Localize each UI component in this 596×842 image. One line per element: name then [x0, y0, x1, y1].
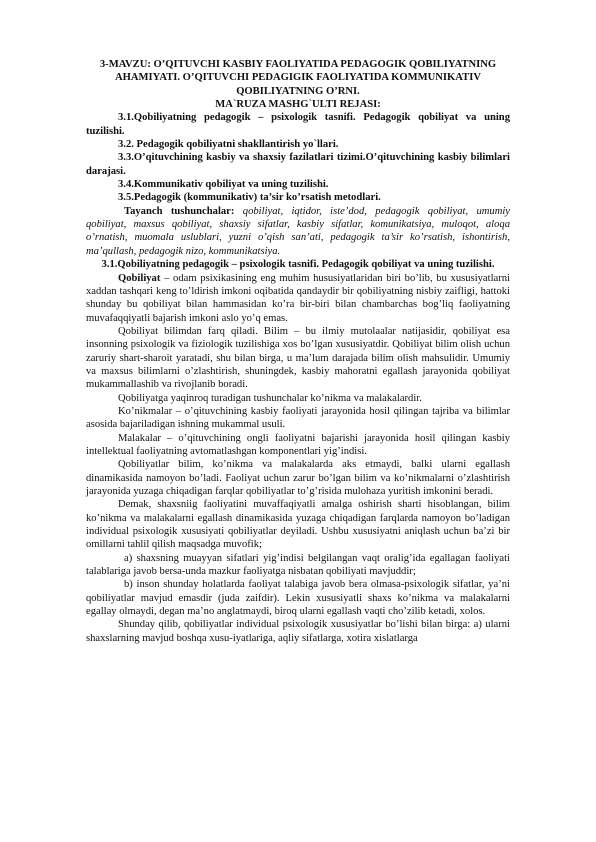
document-page — [86, 58, 510, 645]
plan-item-2: 3.2. Pedagogik qobiliyatni shakllantirish yo`llari. — [118, 139, 339, 151]
keywords-paragraph — [86, 205, 510, 258]
plan-item-4: 3.4.Kommunikativ qobiliyat va uning tuzilishi. — [118, 179, 329, 191]
plan-item-3: 3.3.O’qituvchining kasbiy va shaxsiy fazilatlari tizimi.O’qituvchining kasbiy bilimlari darajasi. — [86, 152, 510, 177]
keywords-text: qobiliyat, iqtidor, iste’dod, pedagogik qobiliyat, umumiy qobiliyat, maxsus qobiliyat, shaxsiy sifatlar, kasbiy sifatlar, komunikatsiya, muloqot, aloqa o’rnatish, muomala uslublari, yuzni o’qish san’ati, pedagogik ta’sir ko’rsatish, ishontirish, ma’qullash, pedagogik nizo, kommunikatsiya. — [86, 205, 510, 257]
term-qobiliyat: Qobiliyat — [118, 272, 161, 284]
keywords-label: Tayanch tushunchalar: — [124, 205, 235, 217]
plan-heading: MA`RUZA MASHG`ULTI REJASI: — [215, 99, 381, 111]
plan-item-5: 3.5.Pedagogik (kommunikativ) ta’sir ko’rsatish metodlari. — [118, 192, 381, 204]
paragraph-3: Qobiliyatga yaqinroq turadigan tushunchalar ko’nikma va malakalardir. — [118, 392, 422, 404]
paragraph-1-text: – odam psixikasining eng muhim hususiyatlaridan biri bo’lib, bu xususiyatlarni xaddan tashqari keng to’ldirish imkoni oqibatida qandaydir bir qobiliyatning nisbiy zaifligi, hattoki shunday bu qobiliyat bilan hammasidan ko’ra bir-biri bilan chambarchas bog’liq faoliyatning muvafaqqiyatli bajarish imkoni aslo yo’q emas. — [86, 272, 510, 324]
plan-item-1: 3.1.Qobiliyatning pedagogik – psixologik tasnifi. Pedagogik qobiliyat va uning tuzilishi. — [86, 112, 510, 137]
paragraph-2: Qobiliyat bilimdan farq qiladi. Bilim – bu ilmiy mutolaalar natijasidir, qobiliyat esa insonning psixologik va fiziologik tuzilishiga xos bo’lgan xususiyatdir. Qobiliyat bilim olish uchun zaruriy shart-sharoit yaratadi, shu bilan birga, u ma’lum darajada bilim olish mahsulidir. Umumiy va maxsus bilimlarni o’zlashtirish, shuningdek, kasbiy mahoratni egallash jarayonida qobiliyat mukammallashib va rivojlanib boradi. — [86, 325, 510, 391]
paragraph-10: Shunday qilib, qobiliyatlar individual psixologik xususiyatlar bo’lishi bilan birga: a) ularni shaxslarning mavjud boshqa xusu-iyatlariga, aqliy sifatlarga, xotira xislatlarga — [86, 619, 510, 644]
paragraph-9: b) inson shunday holatlarda faoliyat talabiga javob bera olmasa-psixologik sifatlar, ya’ni qobiliyatlar mavjud emasdir (juda zaifdir). Lekin xususiyatli shaxs ko’nikma va malakalarni egallay olmaydi, degan ma’no anglatmaydi, biroq ularni egallash vaqti cho’zilib ketadi, xolos. — [86, 579, 510, 618]
paragraph-6: Qobiliyatlar bilim, ko’nikma va malakalarda aks etmaydi, balki ularni egallash dinamikasida namoyon bo’ladi. Faoliyat uchun zarur bo’lgan bilim va ko’nikmalarni o’zlashtirish jarayonida yuzaga chiqadigan farqlar qobiliyatlar to’g’risida mulohaza yuritish imkonini beradi. — [86, 459, 510, 497]
paragraph-8: a) shaxsning muayyan sifatlari yig’indisi belgilangan vaqt oralig’ida egallagan faoliyati talablariga javob bersa-unda mazkur faoliyatga nisbatan qobiliyati mavjuddir; — [86, 552, 510, 578]
section-heading: 3.1.Qobiliyatning pedagogik – psixologik tasnifi. Pedagogik qobiliyat va uning tuzilishi. — [101, 259, 495, 271]
paragraph-1 — [86, 272, 510, 325]
paragraph-4: Ko’nikmalar – o’qituvchining kasbiy faoliyati jarayonida hosil qilingan tajriba va bilimlar asosida bajariladigan ishning mukammal usuli. — [86, 405, 510, 431]
page-title: 3-MAVZU: O’QITUVCHI KASBIY FAOLIYATIDA PEDAGOGIK QOBILIYATNING AHAMIYATI. O’QITUVCHI PEDAGIGIK FAOLIYATIDA KOMMUNIKATIV QOBILIYATNING O’RNI. — [99, 59, 497, 97]
paragraph-5: Malakalar – o’qituvchining ongli faoliyatni bajarishi jarayonida hosil qilingan kasbiy intellektual faoliyatning avtomatlashgan komponentlari yig’indisi. — [86, 432, 510, 457]
paragraph-7: Demak, shaxsniig faoliyatini muvaffaqiyatli amalga oshirish sharti hisoblangan, bilim ko’nikma va malakalarni egallash dinamikasida yuzaga chiqadigan farqlarda namoyon bo’ladigan individual psixologik xususiyati qobiliyatlar deyiladi. Ushbu xususiyatni aniqlash uchun ba’zi bir omillarni tahlil qilish maqsadga muvofik; — [86, 499, 510, 551]
